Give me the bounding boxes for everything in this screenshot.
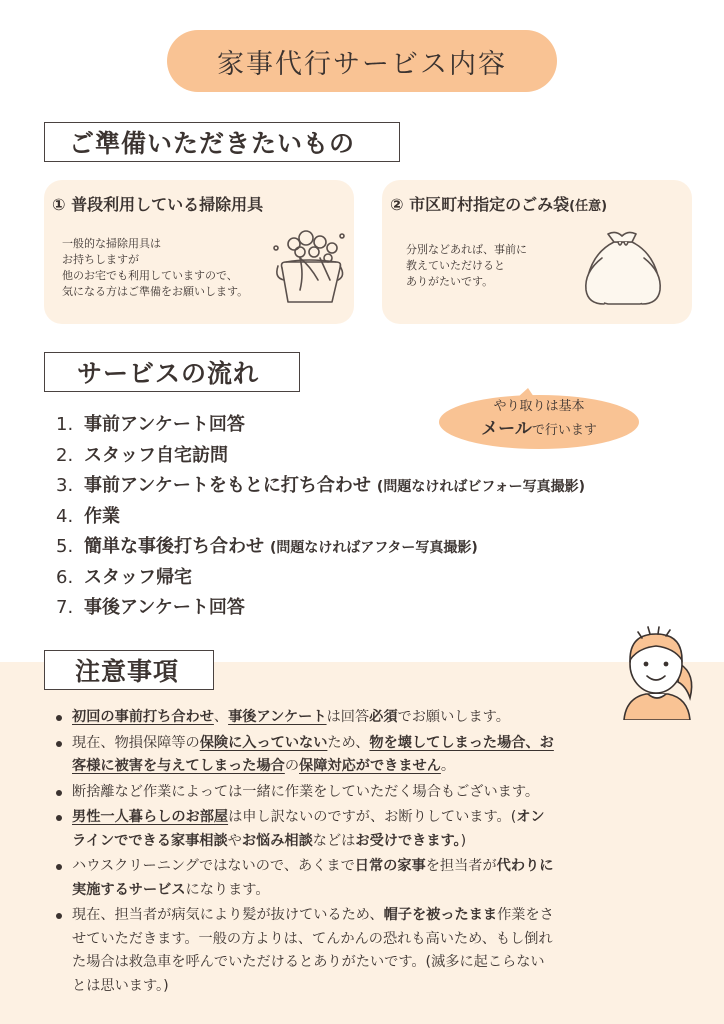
step-note: (問題なければビフォー写真撮影) [376, 479, 586, 495]
card-title-text: 普段利用している掃除用具 [71, 195, 264, 214]
card-line: 教えていただけると [406, 259, 505, 272]
note-item [54, 855, 694, 902]
cleaning-bucket-icon [270, 218, 348, 306]
note-emphasis: ラインでできる家事相談 [72, 832, 228, 849]
note-emphasis: 男性一人暮らしのお部屋 [72, 809, 229, 825]
flow-step [56, 471, 716, 502]
step-number: 2. [56, 444, 74, 466]
notes-list [54, 706, 694, 1000]
note-emphasis: 日常の家事 [354, 858, 426, 874]
note-text: とは思います。) [72, 977, 169, 994]
flow-step [56, 502, 716, 533]
step-label: 事前アンケートをもとに打ち合わせ [84, 475, 371, 496]
note-emphasis: 保障対応ができません [299, 758, 441, 774]
step-note: (問題なければアフター写真撮影) [270, 540, 478, 556]
note-text: を担当者が [425, 858, 497, 874]
note-text: や [227, 832, 242, 849]
prepare-card-garbage-bags [382, 180, 692, 324]
note-emphasis: 初回の事前打ち合わせ [72, 709, 214, 725]
flow-list [56, 410, 716, 624]
note-item [54, 904, 694, 998]
card-title-note: (任意) [569, 199, 608, 214]
note-emphasis: 物を壊してしまった場合、お [369, 734, 554, 751]
card-number: ① [52, 195, 66, 214]
bubble-line-2: で行います [531, 423, 597, 438]
note-emphasis: お悩み相談 [241, 832, 313, 849]
note-emphasis: 保険に入っていない [199, 734, 328, 751]
step-number: 5. [56, 536, 74, 557]
note-emphasis: 帽子を被ったまま [383, 907, 498, 923]
flow-step [56, 441, 716, 472]
note-emphasis: 事後アンケート [228, 709, 327, 725]
note-text: 断捨離など作業によっては一緒に作業をしていただく場合もございます。 [72, 783, 540, 800]
card-number: ② [390, 195, 404, 214]
note-emphasis: 実施するサービス [72, 881, 186, 898]
card-line: 一般的な掃除用具は [62, 237, 161, 250]
note-emphasis: 必須 [369, 709, 398, 725]
note-text: ため、 [327, 734, 370, 751]
card-line: ありがたいです。 [406, 275, 494, 288]
note-text: は申し訳ないのですが、お断りしています。( [228, 809, 517, 825]
note-text: ハウスクリーニングではないので、あくまで [72, 858, 355, 874]
note-text: でお願いします。 [397, 709, 510, 725]
note-text: 現在、物損保障等の [72, 734, 200, 751]
flow-step [56, 532, 716, 563]
card-line: 気になる方はご準備をお願いします。 [62, 285, 249, 298]
notes-heading: 注意事項 [44, 650, 214, 690]
note-item [54, 781, 694, 805]
note-text: 。 [440, 758, 456, 774]
step-number: 6. [56, 566, 74, 588]
flow-heading: サービスの流れ [44, 352, 300, 392]
prepare-card-cleaning-tools [44, 180, 354, 324]
note-text: 現在、担当者が病気により髪が抜けているため、 [72, 907, 384, 923]
card-title [390, 192, 688, 215]
note-text: の [284, 758, 300, 774]
page-title: 家事代行サービス内容 [167, 30, 557, 92]
step-label: 事前アンケート回答 [84, 414, 245, 435]
note-text: などは [312, 832, 356, 849]
step-number: 1. [56, 414, 74, 435]
note-emphasis: 代わりに [496, 858, 554, 874]
step-label: 簡単な事後打ち合わせ [84, 536, 264, 557]
card-title-text: 市区町村指定のごみ袋 [409, 195, 570, 214]
card-line: 分別などあれば、事前に [406, 243, 527, 256]
note-text: せていただきます。一般の方よりは、てんかんの恐れも高いため、もし倒れ [72, 930, 553, 947]
flow-step [56, 593, 716, 624]
step-label: スタッフ帰宅 [84, 566, 192, 588]
bubble-line-1: やり取りは基本 [493, 399, 585, 414]
note-text: 、 [213, 709, 229, 725]
step-number: 4. [56, 505, 74, 527]
flow-step [56, 410, 716, 441]
card-line: 他のお宅でも利用していますので、 [62, 269, 238, 282]
note-text: ) [460, 832, 467, 849]
note-text: になります。 [185, 881, 270, 898]
flow-step [56, 563, 716, 594]
note-text: た場合は救急車を呼んでいただけるとありがたいです。(滅多に起こらない [72, 954, 545, 970]
step-label: 事後アンケート回答 [84, 597, 245, 618]
garbage-bag-icon [578, 228, 668, 308]
step-number: 7. [56, 597, 74, 618]
bubble-email-emphasis: メール [481, 419, 532, 439]
note-text: 作業をさ [497, 907, 554, 923]
note-emphasis: 客様に被害を与えてしまった場合 [72, 758, 285, 774]
card-title [52, 192, 350, 215]
card-description [62, 236, 302, 300]
step-number: 3. [56, 475, 74, 496]
prepare-heading: ご準備いただきたいもの [44, 122, 400, 162]
note-text: は回答 [326, 709, 370, 725]
card-line: お持ちしますが [62, 253, 139, 266]
note-emphasis: お受けできます。 [355, 832, 461, 849]
note-emphasis: オン [516, 809, 545, 825]
note-item [54, 806, 694, 853]
card-description [406, 242, 576, 290]
note-item [54, 706, 694, 730]
step-label: 作業 [84, 505, 120, 527]
step-label: スタッフ自宅訪問 [84, 444, 228, 466]
note-item [54, 732, 694, 779]
